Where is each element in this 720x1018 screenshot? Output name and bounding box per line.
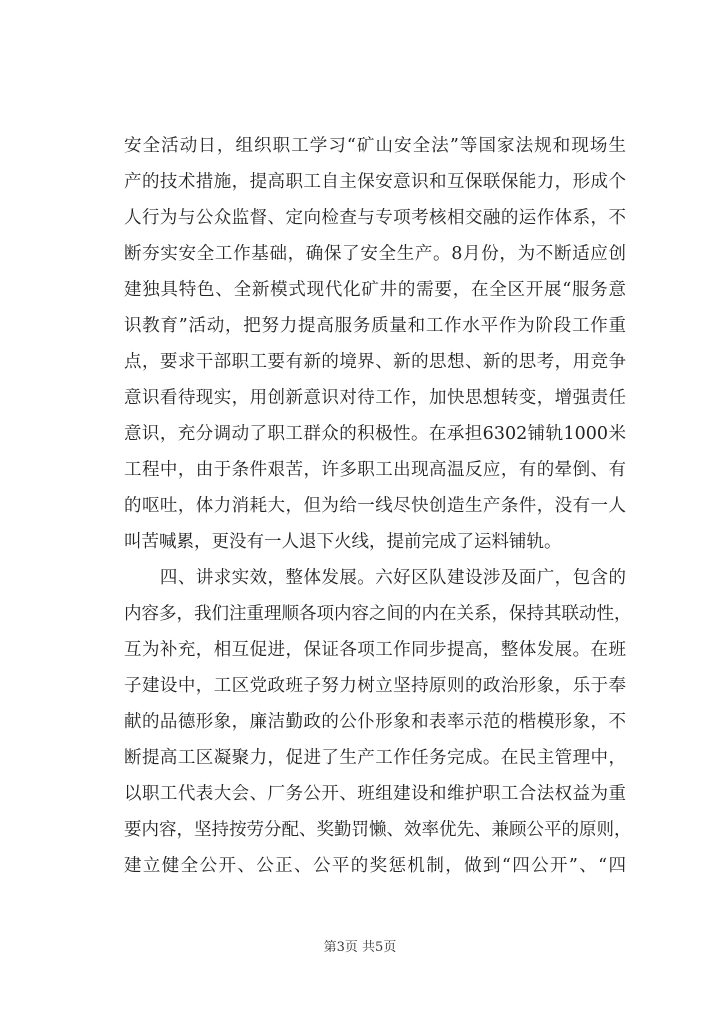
page-footer: 第3页 共5页 [323, 940, 397, 955]
text-line: 内容多，我们注重理顺各项内容之间的内在关系，保持其联动性， [124, 604, 632, 624]
text-line: 断夯实安全工作基础，确保了安全生产。8月份，为不断适应创 [124, 244, 626, 264]
text-line: 叫苦喊累，更没有一人退下火线，提前完成了运料铺轨。 [124, 532, 562, 552]
text-line: 献的品德形象，廉洁勤政的公仆形象和表率示范的楷模形象，不 [124, 712, 626, 732]
text-line: 工程中，由于条件艰苦，许多职工出现高温反应，有的晕倒、有 [124, 460, 626, 480]
text-line: 建立健全公开、公正、公平的奖惩机制，做到“四公开”、“四 [124, 856, 626, 876]
text-line: 四、讲求实效，整体发展。六好区队建设涉及面广，包含的 [124, 568, 626, 588]
text-line: 人行为与公众监督、定向检查与专项考核相交融的运作体系，不 [124, 208, 626, 228]
text-line: 产的技术措施，提高职工自主保安意识和互保联保能力，形成个 [124, 172, 626, 192]
text-line: 意识看待现实，用创新意识对待工作，加快思想转变，增强责任 [124, 388, 626, 408]
text-line: 安全活动日，组织职工学习“矿山安全法”等国家法规和现场生 [124, 136, 626, 156]
text-line: 子建设中，工区党政班子努力树立坚持原则的政治形象，乐于奉 [124, 676, 626, 696]
document-body [124, 128, 632, 884]
text-line: 以职工代表大会、厂务公开、班组建设和维护职工合法权益为重 [124, 784, 626, 804]
text-line: 要内容，坚持按劳分配、奖勤罚懒、效率优先、兼顾公平的原则， [124, 820, 632, 840]
text-line: 互为补充，相互促进，保证各项工作同步提高，整体发展。在班 [124, 640, 626, 660]
text-line: 意识，充分调动了职工群众的积极性。在承担6302铺轨1000米 [124, 424, 626, 444]
text-line: 识教育”活动，把努力提高服务质量和工作水平作为阶段工作重 [124, 316, 626, 336]
text-line: 的呕吐，体力消耗大，但为给一线尽快创造生产条件，没有一人 [124, 496, 626, 516]
text-line: 断提高工区凝聚力，促进了生产工作任务完成。在民主管理中， [124, 748, 626, 768]
text-line: 点，要求干部职工要有新的境界、新的思想、新的思考，用竞争 [124, 352, 626, 372]
text-line: 建独具特色、全新模式现代化矿井的需要，在全区开展“服务意 [124, 280, 626, 300]
